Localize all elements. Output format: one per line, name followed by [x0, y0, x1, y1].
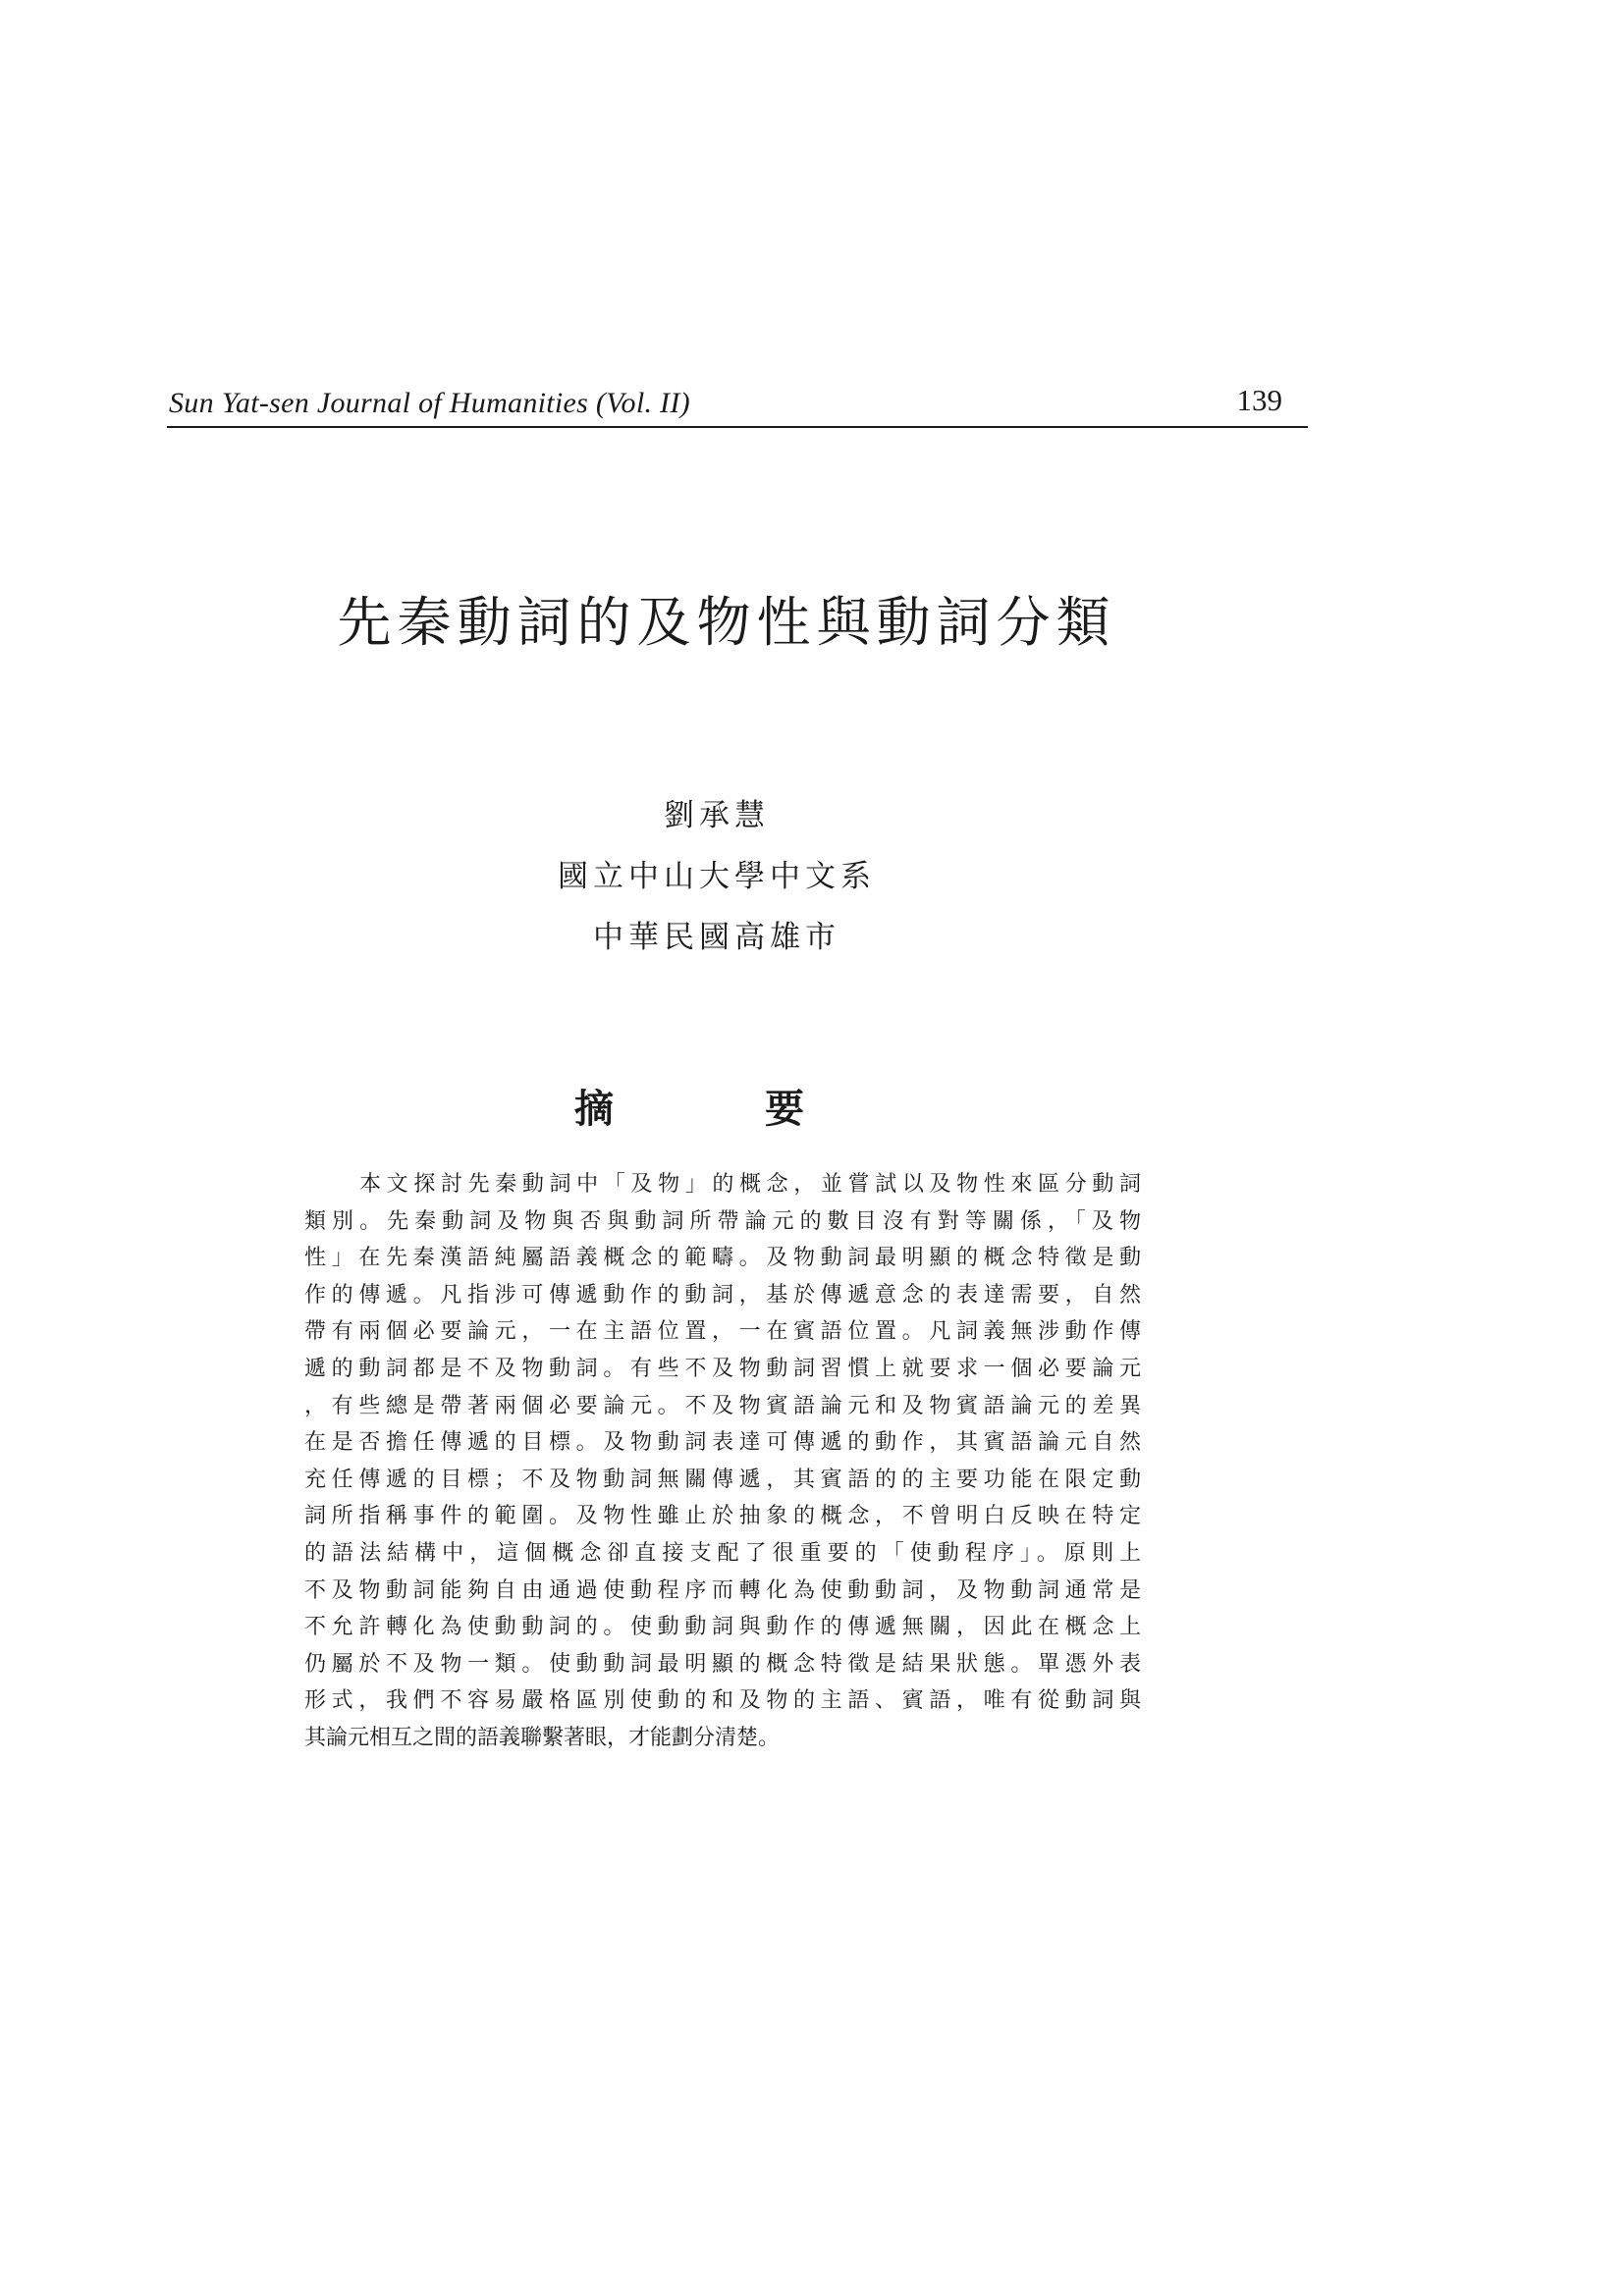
abstract-line: 的語法結構中，這個概念卻直接支配了很重要的「使動程序」。原則上	[304, 1540, 1141, 1566]
abstract-line: 仍屬於不及物一類。使動動詞最明顯的概念特徵是結果狀態。單憑外表	[304, 1651, 1141, 1677]
abstract-line: 不允許轉化為使動動詞的。使動動詞與動作的傳遞無關，因此在概念上	[304, 1615, 1141, 1640]
abstract-line: 形式，我們不容易嚴格區別使動的和及物的主語、賓語，唯有從動詞與	[304, 1688, 1141, 1714]
abstract-line: 性」在先秦漢語純屬語義概念的範疇。及物動詞最明顯的概念特徵是動	[304, 1246, 1141, 1271]
abstract-line: 詞所指稱事件的範圍。及物性雖止於抽象的概念，不曾明白反映在特定	[304, 1504, 1141, 1529]
abstract-line: 帶有兩個必要論元，一在主語位置，一在賓語位置。凡詞義無涉動作傳	[304, 1319, 1141, 1345]
author-block	[0, 785, 1434, 968]
abstract-line: 遞的動詞都是不及物動詞。有些不及物動詞習慣上就要求一個必要論元	[304, 1356, 1141, 1381]
abstract-line: 不及物動詞能夠自由通過使動程序而轉化為使動動詞，及物動詞通常是	[304, 1577, 1141, 1603]
author-location: 中華民國高雄市	[593, 920, 840, 955]
abstract-heading: 摘 要	[574, 1087, 873, 1132]
abstract-line: 其論元相互之間的語義聯繫著眼，才能劃分清楚。	[304, 1725, 781, 1750]
author-affiliation: 國立中山大學中文系	[558, 859, 876, 894]
journal-name: Sun Yat-sen Journal of Humanities (Vol. II)	[169, 387, 690, 419]
abstract-line: ，有些總是帶著兩個必要論元。不及物賓語論元和及物賓語論元的差異	[304, 1393, 1141, 1418]
article-title: 先秦動詞的及物性與動詞分類	[337, 591, 1116, 654]
abstract-line: 本文探討先秦動詞中「及物」的概念，並嘗試以及物性來區分動詞	[359, 1172, 1141, 1197]
abstract-line: 作的傳遞。凡指涉可傳遞動作的動詞，基於傳遞意念的表達需要，自然	[304, 1282, 1141, 1308]
running-header	[167, 379, 1308, 428]
page-number: 139	[1236, 383, 1282, 417]
abstract-line: 充任傳遞的目標；不及物動詞無關傳遞，其賓語的的主要功能在限定動	[304, 1467, 1141, 1492]
author-name: 劉承慧	[664, 798, 770, 833]
abstract-body	[304, 1166, 1141, 1757]
abstract-line: 在是否擔任傳遞的目標。及物動詞表達可傳遞的動作，其賓語論元自然	[304, 1430, 1141, 1456]
abstract-line: 類別。先秦動詞及物與否與動詞所帶論元的數目沒有對等關係，「及物	[304, 1208, 1141, 1234]
